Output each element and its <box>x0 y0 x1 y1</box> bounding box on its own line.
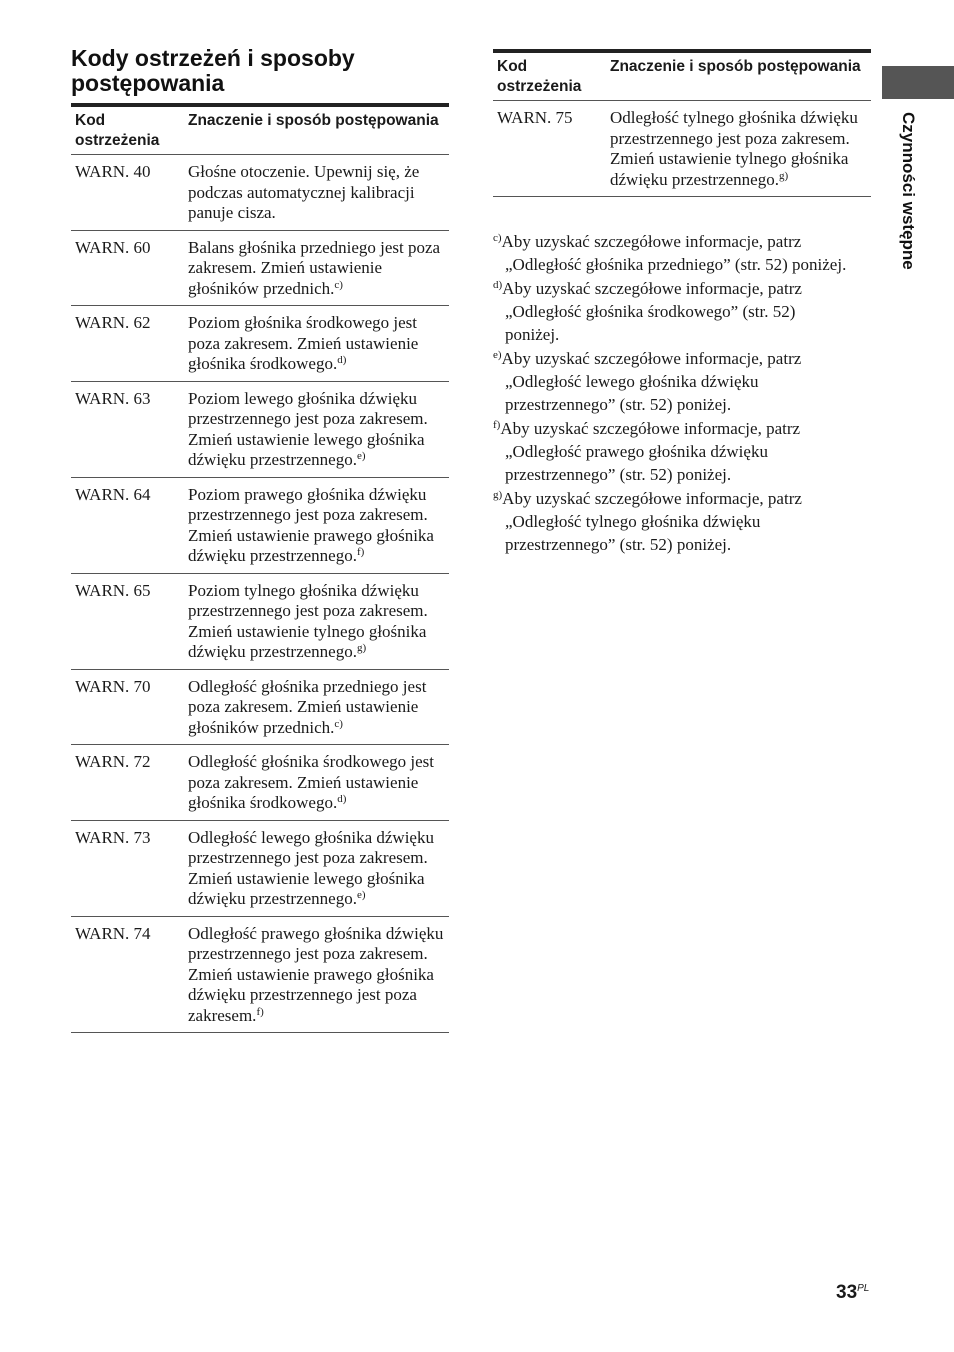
warning-description <box>184 820 449 916</box>
footnote-reference: c) <box>334 717 343 730</box>
footnote-text: Aby uzyskać szczegółowe informacje, patrz „Odległość tylnego głośnika dźwięku przestrzennego” (str. 52) poniżej. <box>502 489 802 554</box>
warning-codes-table-right <box>493 49 871 197</box>
table-row <box>71 381 449 477</box>
warning-rows-left <box>71 155 449 1033</box>
footnote-text: Aby uzyskać szczegółowe informacje, patrz „Odległość prawego głośnika dźwięku przestrzennego” (str. 52) poniżej. <box>500 419 801 484</box>
warning-description-text: Odległość głośnika przedniego jest poza zakresem. Zmień ustawienie głośników przednich. <box>188 676 427 737</box>
table-row <box>493 101 871 197</box>
warning-description-text: Poziom tylnego głośnika dźwięku przestrzennego jest poza zakresem. Zmień ustawienie tylnego głośnika dźwięku przestrzennego. <box>188 580 428 661</box>
page-number-value: 33 <box>836 1282 858 1303</box>
warning-description-text: Odległość lewego głośnika dźwięku przestrzennego jest poza zakresem. Zmień ustawienie lewego głośnika dźwięku przestrzennego. <box>188 827 434 908</box>
table-header-row <box>71 105 449 155</box>
table-header-row <box>493 51 871 101</box>
warning-description-text: Poziom głośnika środkowego jest poza zakresem. Zmień ustawienie głośnika środkowego. <box>188 313 419 373</box>
warning-description <box>184 230 449 306</box>
footnote-reference: c) <box>334 278 343 291</box>
warning-codes-table-left <box>71 103 449 1033</box>
warning-code: WARN. 40 <box>71 155 184 231</box>
warning-description <box>184 669 449 745</box>
warning-code: WARN. 65 <box>71 573 184 669</box>
warning-description-text: Odległość głośnika środkowego jest poza zakresem. Zmień ustawienie głośnika środkowego. <box>188 752 434 812</box>
table-row <box>71 745 449 821</box>
warning-description-text: Odległość tylnego głośnika dźwięku przestrzennego jest poza zakresem. Zmień ustawienie tylnego głośnika dźwięku przestrzennego. <box>610 108 858 189</box>
footnote <box>493 230 853 276</box>
warning-description <box>184 916 449 1033</box>
footnote-text: Aby uzyskać szczegółowe informacje, patrz „Odległość głośnika przedniego” (str. 52) poniżej. <box>501 232 847 274</box>
table-row <box>71 477 449 573</box>
section-side-label: Czynności wstępne <box>899 112 918 270</box>
warning-code: WARN. 63 <box>71 381 184 477</box>
footnote-reference: d) <box>337 354 347 366</box>
header-code: Kod ostrzeżenia <box>71 105 184 155</box>
warning-description <box>184 477 449 573</box>
warning-description-text: Poziom lewego głośnika dźwięku przestrzennego jest poza zakresem. Zmień ustawienie lewego głośnika dźwięku przestrzennego. <box>188 388 428 469</box>
warning-description <box>184 381 449 477</box>
footnote-mark: f) <box>493 419 501 431</box>
footnote-reference: g) <box>778 169 789 182</box>
table-row <box>71 669 449 745</box>
warning-description <box>184 155 449 231</box>
header-code: Kod ostrzeżenia <box>493 51 606 101</box>
warning-description <box>606 101 871 197</box>
page-title: Kody ostrzeżeń i sposoby postępowania <box>71 45 355 96</box>
footnote-reference: f) <box>356 546 365 558</box>
footnote-reference: g) <box>356 642 367 654</box>
header-meaning: Znaczenie i sposób postępowania <box>184 105 449 155</box>
table-row <box>71 820 449 916</box>
footnote-mark: c) <box>493 232 502 244</box>
page-number <box>836 1282 869 1304</box>
header-meaning: Znaczenie i sposób postępowania <box>606 51 871 101</box>
table-row <box>71 916 449 1033</box>
footnote-mark: d) <box>493 279 503 291</box>
warning-description <box>184 745 449 821</box>
footnote-text: Aby uzyskać szczegółowe informacje, patrz „Odległość lewego głośnika dźwięku przestrzennego” (str. 52) poniżej. <box>501 349 802 414</box>
warning-code: WARN. 70 <box>71 669 184 745</box>
footnote-mark: e) <box>493 349 502 361</box>
warning-description-text: Poziom prawego głośnika dźwięku przestrzennego jest poza zakresem. Zmień ustawienie prawego głośnika dźwięku przestrzennego. <box>188 484 434 565</box>
footnote-reference: e) <box>356 889 366 901</box>
warning-code: WARN. 74 <box>71 916 184 1033</box>
warning-code: WARN. 62 <box>71 306 184 382</box>
footnote-reference: e) <box>356 450 366 462</box>
warning-description-text: Balans głośnika przedniego jest poza zakresem. Zmień ustawienie głośników przednich. <box>188 237 441 298</box>
warning-code: WARN. 64 <box>71 477 184 573</box>
footnote <box>493 487 853 556</box>
table-row <box>71 573 449 669</box>
section-tab-marker <box>882 66 954 99</box>
warning-rows-right <box>493 101 871 197</box>
footnotes <box>493 230 853 557</box>
table-row <box>71 306 449 382</box>
footnote-mark: g) <box>493 489 503 501</box>
warning-code: WARN. 73 <box>71 820 184 916</box>
table-row <box>71 155 449 231</box>
warning-code: WARN. 72 <box>71 745 184 821</box>
page-number-suffix: PL <box>857 1283 870 1294</box>
footnote-reference: d) <box>337 793 347 805</box>
warning-description <box>184 306 449 382</box>
warning-code: WARN. 75 <box>493 101 606 197</box>
footnote <box>493 277 853 346</box>
warning-description <box>184 573 449 669</box>
warning-description-text: Odległość prawego głośnika dźwięku przestrzennego jest poza zakresem. Zmień ustawienie prawego głośnika dźwięku przestrzennego jest poza zakresem. <box>188 923 444 1025</box>
table-row <box>71 230 449 306</box>
footnote <box>493 417 853 486</box>
footnote-text: Aby uzyskać szczegółowe informacje, patrz „Odległość głośnika środkowego” (str. 52) poniżej. <box>502 279 802 344</box>
warning-code: WARN. 60 <box>71 230 184 306</box>
footnote-reference: f) <box>256 1005 264 1018</box>
warning-description-text: Głośne otoczenie. Upewnij się, że podczas automatycznej kalibracji panuje cisza. <box>188 162 420 222</box>
footnote <box>493 347 853 416</box>
